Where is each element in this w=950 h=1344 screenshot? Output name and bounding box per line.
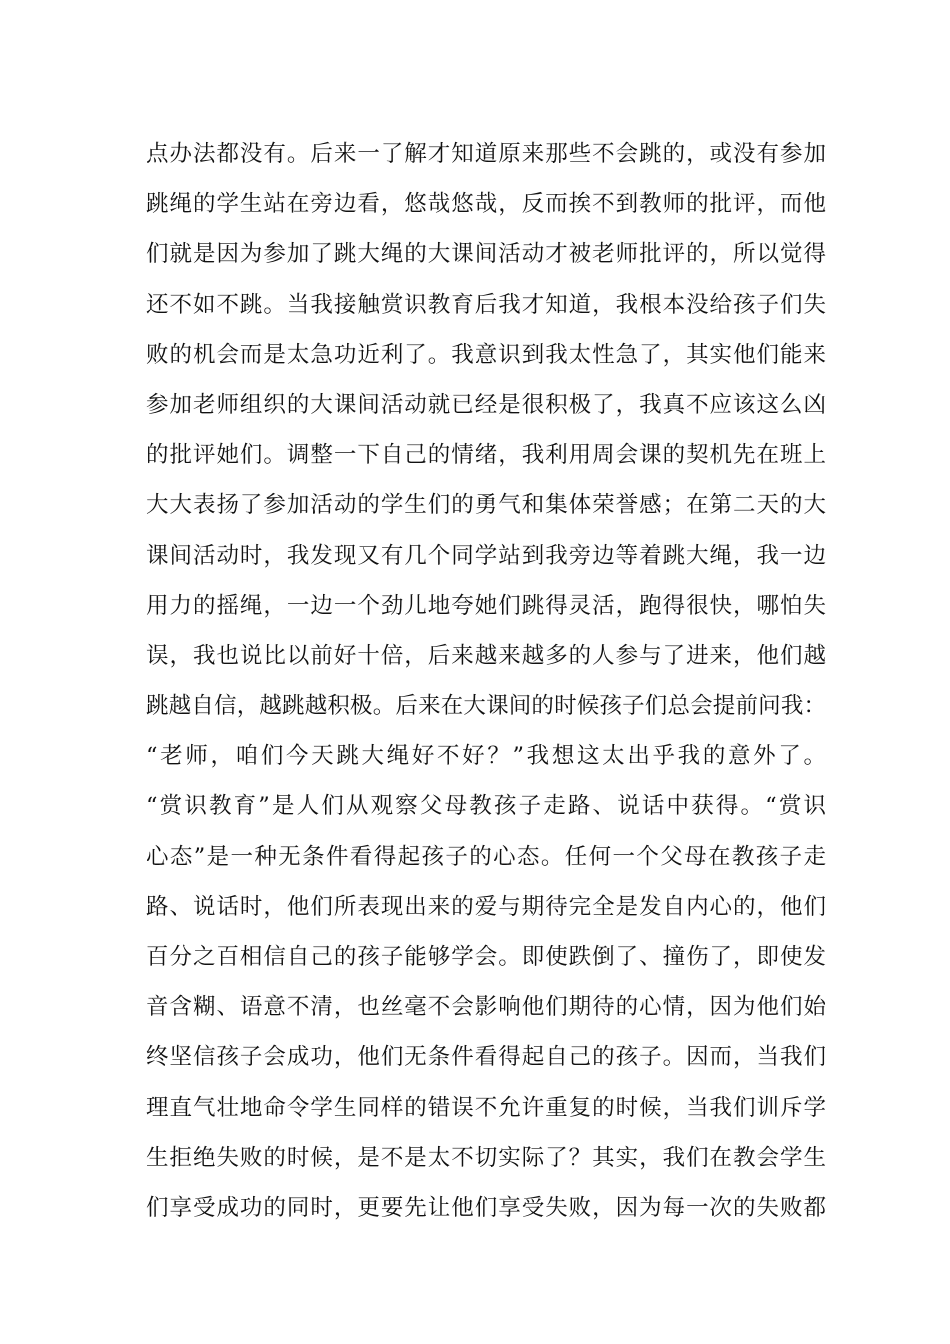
body-text — [146, 129, 826, 1233]
text-line: “赏识教育”是人们从观察父母教孩子走路、说话中获得。“赏识 — [146, 793, 826, 820]
text-line: 跳越自信，越跳越积极。后来在大课间的时候孩子们总会提前问我： — [146, 693, 826, 720]
text-line: 大大表扬了参加活动的学生们的勇气和集体荣誉感；在第二天的大 — [146, 492, 826, 519]
text-line: 点办法都没有。后来一了解才知道原来那些不会跳的，或没有参加 — [146, 141, 826, 167]
text-line: 理直气壮地命令学生同样的错误不允许重复的时候，当我们训斥学 — [146, 1094, 826, 1121]
text-line: 终坚信孩子会成功，他们无条件看得起自己的孩子。因而，当我们 — [146, 1044, 826, 1071]
text-line: 的批评她们。调整一下自己的情绪，我利用周会课的契机先在班上 — [146, 442, 826, 469]
text-line: 跳绳的学生站在旁边看，悠哉悠哉，反而挨不到教师的批评，而他 — [146, 191, 826, 218]
text-line: 课间活动时，我发现又有几个同学站到我旁边等着跳大绳，我一边 — [146, 542, 826, 569]
text-line: 败的机会而是太急功近利了。我意识到我太性急了，其实他们能来 — [146, 341, 826, 368]
text-line: 百分之百相信自己的孩子能够学会。即使跌倒了、撞伤了，即使发 — [146, 944, 826, 970]
text-line: 参加老师组织的大课间活动就已经是很积极了，我真不应该这么凶 — [146, 391, 826, 418]
text-line: 生拒绝失败的时候，是不是太不切实际了？其实，我们在教会学生 — [146, 1144, 826, 1171]
text-line: 心态”是一种无条件看得起孩子的心态。任何一个父母在教孩子走 — [146, 843, 826, 870]
text-line: 们就是因为参加了跳大绳的大课间活动才被老师批评的，所以觉得 — [146, 241, 826, 268]
text-line: 用力的摇绳，一边一个劲儿地夸她们跳得灵活，跑得很快，哪怕失 — [146, 592, 826, 619]
text-line: 路、说话时，他们所表现出来的爱与期待完全是发自内心的，他们 — [146, 893, 826, 920]
text-line: “老师，咱们今天跳大绳好不好？”我想这太出乎我的意外了。 — [146, 743, 826, 770]
text-line: 误，我也说比以前好十倍，后来越来越多的人参与了进来，他们越 — [146, 642, 826, 669]
text-line: 还不如不跳。当我接触赏识教育后我才知道，我根本没给孩子们失 — [146, 291, 826, 318]
text-line: 们享受成功的同时，更要先让他们享受失败，因为每一次的失败都 — [146, 1194, 826, 1221]
text-line: 音含糊、语意不清，也丝毫不会影响他们期待的心情，因为他们始 — [146, 994, 826, 1021]
